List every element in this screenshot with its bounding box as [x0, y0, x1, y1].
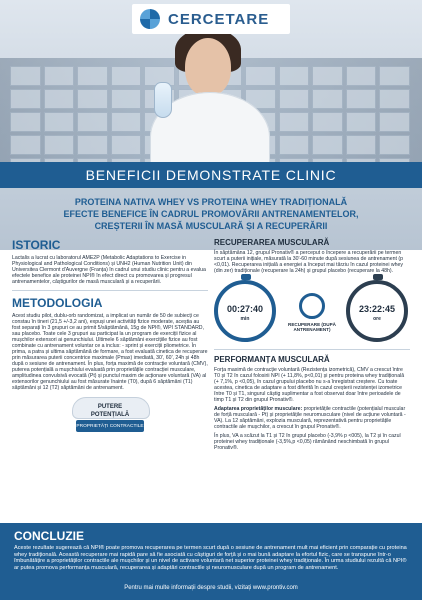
logo-text: CERCETARE [168, 10, 270, 28]
potential-power-badge [68, 397, 152, 433]
stopwatch-left [214, 280, 278, 344]
badge-line-1: PUTERE [97, 404, 123, 410]
badge-ribbon: PROPRIETĂȚI CONTRACTILE [76, 420, 144, 432]
recuperare-text: În săptămâna 12, grupul Pronativ® a perceput o începere a recuperării pe termen scurt a puterii inițiale, măsurată la 30'-60 minute după sesiunea de antrenament (p <0,01). Recuperarea inițială a energiei a început mai târziu în cazul proteinei whey (din zer) tradiționale (recuperare la 24h) și grupul placebo (recuperare la 48h). [214, 250, 404, 274]
badge-line-2: POTENȚIALĂ [90, 412, 130, 418]
recuperare-title: RECUPERAREA MUSCULARĂ [214, 238, 330, 247]
performanta-title: PERFORMANȚA MUSCULARĂ [214, 355, 330, 364]
badge-wrap [12, 397, 208, 433]
banner-title: BENEFICII DEMONSTRATE CLINIC [85, 167, 337, 183]
stopwatch-left-time: 00:27:40 [226, 304, 264, 314]
performanta-text-2-bold: Adaptarea proprietăților musculare: [214, 406, 303, 412]
right-column [214, 238, 410, 451]
conclusion-section [0, 523, 422, 600]
istoric-text: Lactalis a lucrat cu laboratorul AME2P (Metabolic Adaptations to Exercise in Physiological and Pathological Conditions) și UNH2 (Human Nutrition Unit) din Universitea Clermont d'Auvergne (Franța) în cadrul unui studiu clinic pentru a evalua efectele benefice ale proteinei NPI® în efect direct cu promovarea și progresul antrenamentelor, câștigurilor de masă musculară și a recuperării. [12, 255, 206, 285]
divider [12, 290, 208, 291]
conclusion-text: Aceste rezultate sugerează că NPI® poate promova recuperarea pe termen scurt după o sesiune de antrenament mult mai eficient prin comparație cu proteina whey tradițională. Această recuperare mai rapidă pare să fie asociată cu câștiguri de forță și o mai bună adaptare la efortul fizic, care se transpune într-o îmbunătățire a proprietăților contractile ale mușchilor și un nivel de activare voluntară net superior proteinei whey tradiționale. În urma studiului rezultă că NPI® ar putea promova performanța musculară, recuperarea și adaptări contractile și neuromusculare după un program de antrenament. [14, 545, 407, 571]
logo-icon [140, 9, 160, 29]
footer-text: Pentru mai multe informații despre studii, vizitați www.prontiv.com [124, 585, 298, 591]
recovery-icon [285, 285, 339, 339]
divider [214, 349, 410, 350]
performanta-text-2: proprietățile contractile (potențialul muscular de forță musculară - Pt) și proprietățile neuromusculare (nivel de acțiune voluntară - VA). La 12 săptămâni, explozia musculară, reprezentativă pentru proprietățile contractile ale mușchilor, a crescut în grupul Pronativ®. [214, 406, 406, 430]
recovery-label: RECUPERARE (DUPĂ ANTRENAMENT) [288, 321, 336, 332]
subtitle-line-3: CREȘTERII ÎN MASĂ MUSCULARĂ ȘI A RECUPERĂRII [94, 221, 328, 231]
stopwatch-left-label: min [240, 316, 250, 322]
metodologia-text: Acest studiu pilot, dublu-orb randomizat, a implicat un număr de 50 de subiecți ce constau în tineri (21,5 +/-3,2 ani), expuși unei activități fizice moderate, aceștia au fost separați în 3 grupuri ce au primit 5/săptămână, 15g de NPI®, WPI STANDARD, sau placebo. Toate cele 3 grupuri au participat la un program de exerciții fizice al mușchilor extensori ai genunchiului. Ultimele 6 săptămâni exercițiile fizice au fost combinate cu antrenament voluntar ce a inclus: - sprint și exerciții pliometrice. În prima, a patra și ultima săptămână de formare, a fost evaluată cinetica de recuperare prin măsurarea puterii concentrice maximale (Pmax) imediată, 30', 60', 24h și 48h după o sesiune de antrenament. În plus, forța maximă de contracție voluntară (CMV), puterea potențială a mușchiului evaluată prin proprietățile contracției musculare, amplitudinea convulsivă evocată (Pt) și punctul maxim de acționare voluntară (VA) al extensorilor genunchiului au fost măsurate înainte (T0), după 6 săptămâni (T1) săptămâni și 12 (T2) săptămâni de antrenament. [12, 313, 208, 391]
stopwatch-row [214, 280, 410, 344]
metodologia-title: METODOLOGIA [12, 296, 103, 310]
recovery-circle-icon [299, 293, 325, 319]
performanta-text-2-wrap [214, 406, 410, 430]
performanta-text-1: Forța maximă de contracție voluntară (Rezistența izometrică), CMV a crescut între T0 și T2 în cazul folosirii NPI (+ 11,8%, p<0,01) și pentru proteina whey tradițională (+ 7,1%, p <0,05), în cazul grupului placebo nu s-a înregistrat creștere. Cu toate acestea, cinetica de adaptare a fost diferită în cazul creșterii rezistenței izometrice între T0 și T1, singurul câștig suplimentar a fost observat doar între perioadele de timp T1 și T2 din grupul Pronativ®. [214, 367, 405, 403]
banner-subtitle [18, 196, 404, 232]
stopwatch-right-label: ore [373, 316, 381, 322]
test-tube-icon [154, 82, 172, 118]
left-column [12, 238, 208, 433]
performanta-text-3: În plus, VA a scăzut la T1 și T2 în grupul placebo (-3,9% p <005), la T2 și în cazul proteinei whey tradiționale (-3,5%,p <0,05) rămânând neschimbată în grupul Pronativ®. [214, 433, 401, 451]
banner-title-bar [0, 162, 422, 188]
subtitle-line-2: EFECTE BENEFICE ÎN CADRUL PROMOVĂRII ANTRENAMENTELOR, [63, 209, 359, 219]
istoric-title: ISTORIC [12, 238, 61, 252]
scientist-head [185, 38, 231, 96]
subtitle-line-1: PROTEINA NATIVA WHEY VS PROTEINA WHEY TRADIȚIONALĂ [74, 197, 348, 207]
stopwatch-right-time: 23:22:45 [358, 304, 396, 314]
conclusion-title: CONCLUZIE [14, 529, 84, 543]
logo-box [132, 4, 290, 34]
stopwatch-right [346, 280, 410, 344]
